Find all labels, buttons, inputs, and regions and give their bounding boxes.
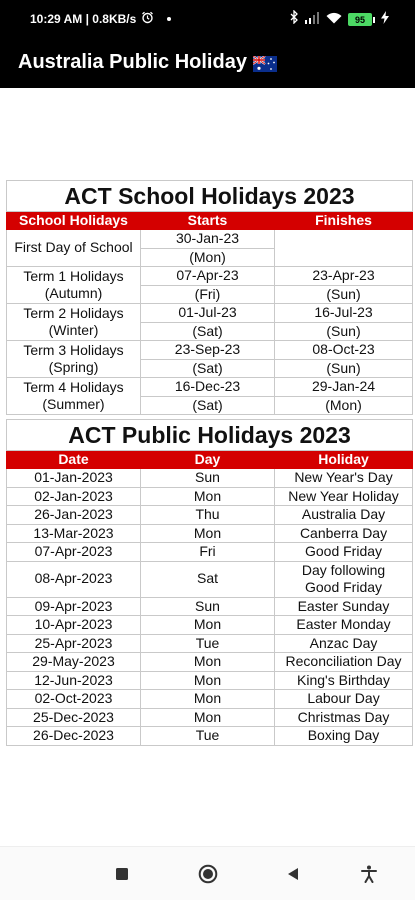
app-title: Australia Public Holiday — [18, 51, 247, 73]
back-triangle-icon[interactable] — [282, 863, 304, 885]
public-holidays-body — [7, 469, 413, 746]
term-end-date: 23-Apr-23 — [275, 267, 413, 286]
status-right — [290, 10, 389, 29]
holiday-name-cell: Boxing Day — [275, 727, 413, 746]
term-end-day: (Mon) — [275, 396, 413, 415]
term-start-day: (Sat) — [141, 359, 275, 378]
term-name: Term 1 Holidays (Autumn) — [7, 267, 141, 304]
holiday-date-cell: 10-Apr-2023 — [7, 616, 141, 635]
term-end-date: 29-Jan-24 — [275, 378, 413, 397]
recents-square-icon[interactable] — [111, 863, 133, 885]
term-start-day: (Fri) — [141, 285, 275, 304]
holiday-date-cell: 25-Apr-2023 — [7, 634, 141, 653]
holiday-name-cell: King's Birthday — [275, 671, 413, 690]
table-row — [7, 727, 413, 746]
first-day-start-day: (Mon) — [141, 248, 275, 267]
status-time-speed: 10:29 AM | 0.8KB/s — [30, 12, 137, 26]
term-end-day: (Sun) — [275, 322, 413, 341]
holiday-day-cell: Thu — [141, 506, 275, 525]
charging-icon — [381, 11, 389, 29]
battery-icon — [348, 13, 375, 26]
holiday-name-cell: New Year's Day — [275, 469, 413, 488]
term-start-day: (Sat) — [141, 322, 275, 341]
first-day-empty-cell — [275, 230, 413, 267]
holiday-day-cell: Mon — [141, 671, 275, 690]
column-header-day: Day — [141, 451, 275, 469]
table-row — [7, 506, 413, 525]
app-bar — [0, 38, 415, 88]
app-title-container — [18, 51, 277, 74]
column-header-date: Date — [7, 451, 141, 469]
holiday-name-cell: Australia Day — [275, 506, 413, 525]
signal-icon — [305, 11, 320, 29]
status-bar — [0, 0, 415, 38]
column-header-school-holidays: School Holidays — [7, 212, 141, 230]
holiday-name-cell: Labour Day — [275, 690, 413, 709]
holiday-day-cell: Tue — [141, 727, 275, 746]
holiday-day-cell: Fri — [141, 543, 275, 562]
table-row — [7, 671, 413, 690]
table-row — [7, 487, 413, 506]
holiday-name-cell: Anzac Day — [275, 634, 413, 653]
term-start-date: 01-Jul-23 — [141, 304, 275, 323]
table-row — [7, 597, 413, 616]
holiday-name-cell: Easter Sunday — [275, 597, 413, 616]
holiday-day-cell: Tue — [141, 634, 275, 653]
term-name: Term 4 Holidays (Summer) — [7, 378, 141, 415]
public-holidays-table — [6, 419, 413, 746]
holiday-name-cell: New Year Holiday — [275, 487, 413, 506]
term-start-date: 07-Apr-23 — [141, 267, 275, 286]
term-start-date: 16-Dec-23 — [141, 378, 275, 397]
school-holidays-table — [6, 180, 413, 415]
table-row — [7, 708, 413, 727]
first-day-start-date: 30-Jan-23 — [141, 230, 275, 249]
home-circle-icon[interactable] — [197, 863, 219, 885]
table-row — [7, 341, 413, 360]
school-table-title: ACT School Holidays 2023 — [7, 181, 413, 212]
holiday-date-cell: 13-Mar-2023 — [7, 524, 141, 543]
table-row — [7, 616, 413, 635]
navigation-bar — [0, 846, 415, 900]
australia-flag-icon — [253, 55, 277, 71]
holiday-date-cell: 12-Jun-2023 — [7, 671, 141, 690]
table-row — [7, 524, 413, 543]
holiday-day-cell: Mon — [141, 524, 275, 543]
table-row — [7, 469, 413, 488]
table-row — [7, 230, 413, 249]
table-row — [7, 543, 413, 562]
table-row — [7, 634, 413, 653]
holiday-day-cell: Mon — [141, 708, 275, 727]
holiday-day-cell: Sun — [141, 469, 275, 488]
holiday-name-cell: Easter Monday — [275, 616, 413, 635]
battery-level: 95 — [348, 13, 372, 26]
holiday-day-cell: Mon — [141, 616, 275, 635]
holiday-date-cell: 01-Jan-2023 — [7, 469, 141, 488]
wifi-icon — [326, 11, 342, 29]
holiday-date-cell: 02-Oct-2023 — [7, 690, 141, 709]
first-day-label: First Day of School — [7, 230, 141, 267]
term-end-date: 08-Oct-23 — [275, 341, 413, 360]
holiday-date-cell: 26-Dec-2023 — [7, 727, 141, 746]
table-row — [7, 561, 413, 597]
holiday-name-cell: Good Friday — [275, 543, 413, 562]
holiday-name-cell: Reconciliation Day — [275, 653, 413, 672]
alarm-icon — [141, 11, 154, 27]
term-end-day: (Sun) — [275, 285, 413, 304]
table-row — [7, 267, 413, 286]
table-row — [7, 690, 413, 709]
term-start-date: 23-Sep-23 — [141, 341, 275, 360]
holiday-date-cell: 29-May-2023 — [7, 653, 141, 672]
term-end-date: 16-Jul-23 — [275, 304, 413, 323]
table-row — [7, 378, 413, 397]
column-header-starts: Starts — [141, 212, 275, 230]
term-end-day: (Sun) — [275, 359, 413, 378]
column-header-holiday: Holiday — [275, 451, 413, 469]
holiday-day-cell: Mon — [141, 487, 275, 506]
term-start-day: (Sat) — [141, 396, 275, 415]
holiday-date-cell: 26-Jan-2023 — [7, 506, 141, 525]
holiday-day-cell: Sat — [141, 561, 275, 597]
accessibility-icon[interactable] — [358, 863, 380, 885]
holiday-day-cell: Mon — [141, 653, 275, 672]
holiday-name-cell: Christmas Day — [275, 708, 413, 727]
holiday-day-cell: Mon — [141, 690, 275, 709]
holiday-day-cell: Sun — [141, 597, 275, 616]
public-table-title: ACT Public Holidays 2023 — [7, 420, 413, 451]
holiday-date-cell: 09-Apr-2023 — [7, 597, 141, 616]
bluetooth-icon — [290, 10, 299, 29]
term-name: Term 2 Holidays (Winter) — [7, 304, 141, 341]
holiday-name-cell: Day following Good Friday — [275, 561, 413, 597]
notification-dot-icon — [167, 17, 171, 21]
holiday-date-cell: 08-Apr-2023 — [7, 561, 141, 597]
holiday-date-cell: 25-Dec-2023 — [7, 708, 141, 727]
holiday-date-cell: 02-Jan-2023 — [7, 487, 141, 506]
holiday-date-cell: 07-Apr-2023 — [7, 543, 141, 562]
column-header-finishes: Finishes — [275, 212, 413, 230]
table-row — [7, 304, 413, 323]
term-name: Term 3 Holidays (Spring) — [7, 341, 141, 378]
table-row — [7, 653, 413, 672]
holiday-name-cell: Canberra Day — [275, 524, 413, 543]
status-left — [30, 11, 171, 27]
